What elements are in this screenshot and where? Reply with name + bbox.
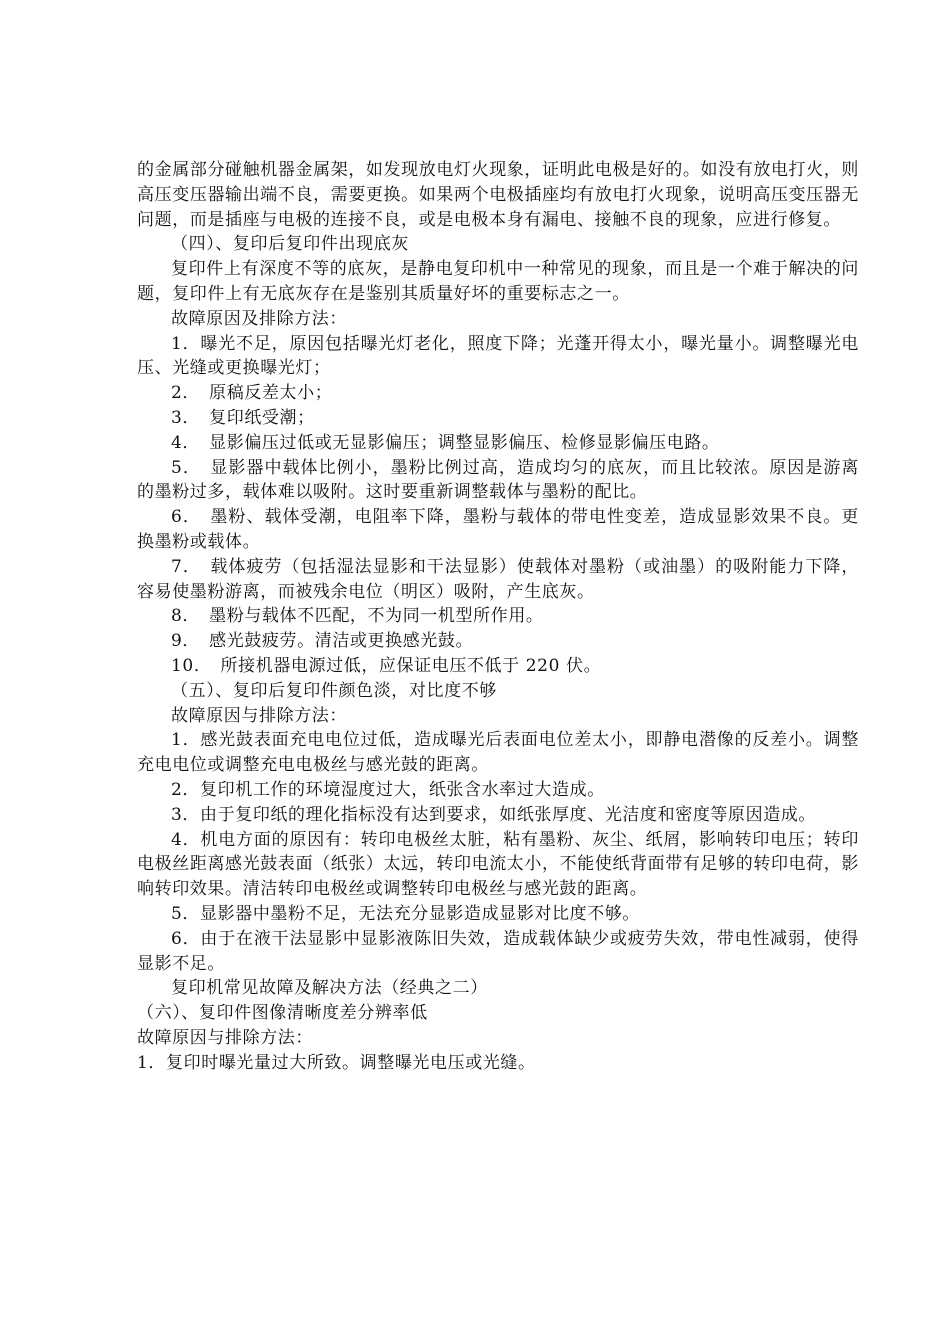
- list-item-4-5: 5． 显影器中载体比例小，墨粉比例过高，造成均匀的底灰，而且比较浓。原因是游离的墨粉过多，载体难以吸附。这时要重新调整载体与墨粉的配比。: [137, 457, 859, 503]
- list-item-4-3: 3． 复印纸受潮；: [171, 407, 315, 428]
- list-item-5-4: 4．机电方面的原因有：转印电极丝太脏，粘有墨粉、灰尘、纸屑，影响转印电压；转印电极丝距离感光鼓表面（纸张）太远，转印电流太小，不能使纸背面带有足够的转印电荷，影响转印效果。清洁转印电极丝或调整转印电极丝与感光鼓的距离。: [137, 829, 859, 900]
- subheading-causes-5: 故障原因与排除方法：: [171, 705, 347, 726]
- list-item-4-8: 8． 墨粉与载体不匹配，不为同一机型所作用。: [171, 606, 544, 627]
- list-item-5-3: 3．由于复印纸的理化指标没有达到要求，如纸张厚度、光洁度和密度等原因造成。: [171, 804, 817, 825]
- section-heading-6: （六）、复印件图像清晰度差分辨率低: [137, 1003, 428, 1024]
- paragraph-electrode-check: 的金属部分碰触机器金属架，如发现放电灯火现象，证明此电极是好的。如没有放电打火，则高压变压器输出端不良，需要更换。如果两个电极插座均有放电打火现象，说明高压变压器无问题，而是插座与电极的连接不良，或是电极本身有漏电、接触不良的现象，应进行修复。: [137, 160, 859, 230]
- list-item-4-2: 2． 原稿反差太小；: [171, 383, 333, 404]
- document-subtitle: 复印机常见故障及解决方法（经典之二）: [171, 978, 488, 999]
- list-item-5-5: 5．显影器中墨粉不足，无法充分显影造成显影对比度不够。: [171, 903, 641, 924]
- list-item-4-7: 7． 载体疲劳（包括湿法显影和干法显影）使载体对墨粉（或油墨）的吸附能力下降，容易使墨粉游离，而被残余电位（明区）吸附，产生底灰。: [137, 556, 859, 602]
- section-heading-4: （四）、复印后复印件出现底灰: [171, 234, 409, 255]
- subheading-causes-4: 故障原因及排除方法：: [171, 308, 347, 329]
- list-item-4-9: 9． 感光鼓疲劳。清洁或更换感光鼓。: [171, 631, 474, 652]
- document-body: [137, 158, 859, 1075]
- list-item-6-1: 1．复印时曝光量过大所致。调整曝光电压或光缝。: [137, 1052, 536, 1073]
- list-item-4-6: 6． 墨粉、载体受潮，电阻率下降，墨粉与载体的带电性变差，造成显影效果不良。更换墨粉或载体。: [137, 507, 859, 552]
- list-item-4-1: 1．曝光不足，原因包括曝光灯老化，照度下降；光蓬开得太小，曝光量小。调整曝光电压、光缝或更换曝光灯；: [137, 333, 859, 379]
- list-item-5-1: 1．感光鼓表面充电电位过低，造成曝光后表面电位差太小，即静电潜像的反差小。调整充电电位或调整充电电极丝与感光鼓的距离。: [137, 730, 859, 776]
- section-heading-5: （五）、复印后复印件颜色淡，对比度不够: [171, 680, 497, 701]
- list-item-4-10: 10． 所接机器电源过低，应保证电压不低于 220 伏。: [171, 655, 602, 676]
- list-item-5-2: 2．复印机工作的环境湿度过大，纸张含水率过大造成。: [171, 779, 605, 800]
- list-item-5-6: 6．由于在液干法显影中显影液陈旧失效，造成载体缺少或疲劳失效，带电性减弱，使得显影不足。: [137, 928, 859, 974]
- list-item-4-4: 4． 显影偏压过低或无显影偏压；调整显影偏压、检修显影偏压电路。: [171, 432, 720, 453]
- subheading-causes-6: 故障原因与排除方法：: [137, 1027, 313, 1048]
- paragraph-background-gray-intro: 复印件上有深度不等的底灰，是静电复印机中一种常见的现象，而且是一个难于解决的问题，复印件上有无底灰存在是鉴别其质量好坏的重要标志之一。: [137, 259, 859, 304]
